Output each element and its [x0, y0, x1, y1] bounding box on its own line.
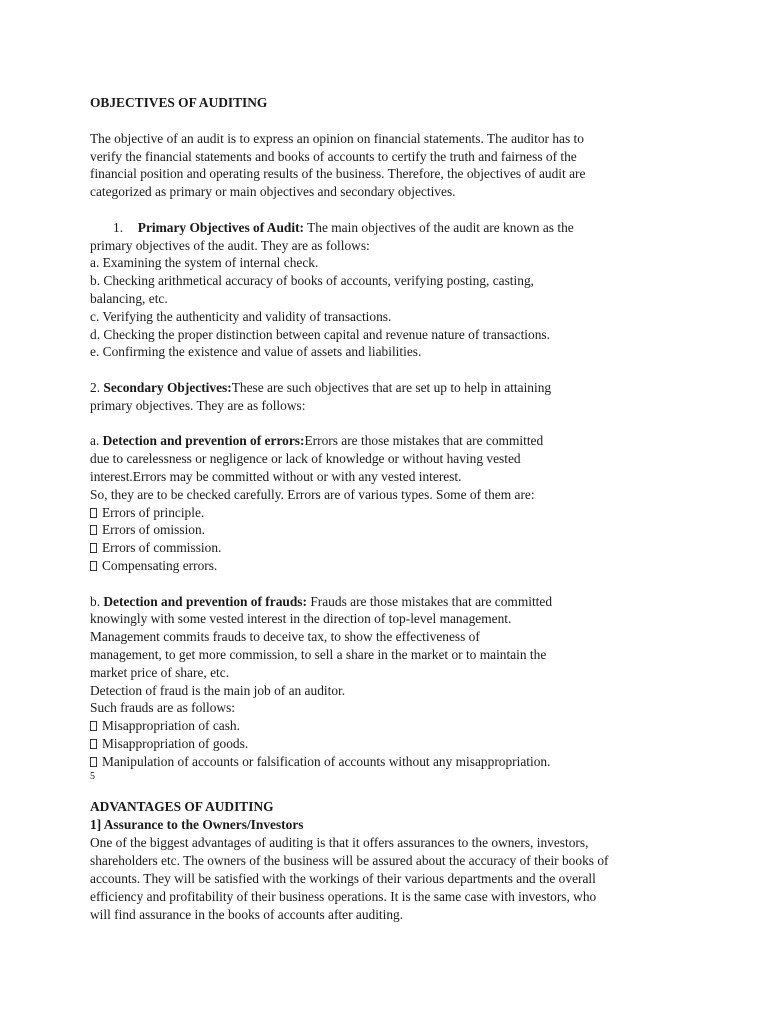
errors-line: interest.Errors may be committed without or with any vested interest.	[90, 468, 462, 484]
frauds-text: Frauds are those mistakes that are committed	[306, 593, 553, 609]
list-item: Manipulation of accounts or falsification of accounts without any misappropriation.	[90, 753, 690, 771]
bullet-box-icon	[90, 508, 97, 518]
intro-paragraph	[90, 130, 690, 201]
frauds-line: knowingly with some vested interest in the direction of top-level management.	[90, 611, 512, 627]
list-item: Errors of omission.	[90, 521, 690, 539]
intro-line: categorized as primary or main objectives and secondary objectives.	[90, 184, 456, 200]
list-item: Compensating errors.	[90, 557, 690, 575]
primary-item: a. Examining the system of internal check.	[90, 255, 319, 271]
secondary-text-cont: primary objectives. They are as follows:	[90, 397, 306, 413]
document-page	[90, 94, 690, 923]
intro-line: The objective of an audit is to express an opinion on financial statements. The auditor has to	[90, 130, 584, 146]
primary-text-cont: primary objectives of the audit. They are as follows:	[90, 237, 370, 253]
secondary-number: 2.	[90, 379, 104, 395]
bullet-box-icon	[90, 721, 97, 731]
frauds-line: Detection of fraud is the main job of an auditor.	[90, 682, 346, 698]
secondary-label: Secondary Objectives:	[103, 379, 232, 395]
advantages-section	[90, 798, 690, 923]
errors-text: Errors are those mistakes that are committed	[304, 433, 544, 449]
primary-item: b. Checking arithmetical accuracy of books of accounts, verifying posting, casting,	[90, 273, 534, 289]
frauds-label: Detection and prevention of frauds:	[103, 593, 307, 609]
bullet-box-icon	[90, 561, 97, 571]
primary-text: The main objectives of the audit are known as the	[304, 219, 574, 235]
secondary-text: These are such objectives that are set up to help in attaining	[231, 379, 552, 395]
frauds-prefix: b.	[90, 593, 104, 609]
advantages-line: will find assurance in the books of accounts after auditing.	[90, 906, 404, 922]
bullet-box-icon	[90, 739, 97, 749]
bullet-box-icon	[90, 543, 97, 553]
primary-item: e. Confirming the existence and value of assets and liabilities.	[90, 344, 422, 360]
frauds-section	[90, 593, 690, 785]
bullet-box-icon	[90, 525, 97, 535]
frauds-line: market price of share, etc.	[90, 664, 230, 680]
intro-line: financial position and operating results of the business. Therefore, the objectives of audit are	[90, 166, 586, 182]
advantages-line: efficiency and profitability of their business operations. It is the same case with investors, who	[90, 888, 597, 904]
errors-section	[90, 432, 690, 574]
intro-line: verify the financial statements and books of accounts to certify the truth and fairness of the	[90, 148, 577, 164]
primary-number: 1.	[113, 219, 124, 235]
frauds-line: Such frauds are as follows:	[90, 700, 236, 716]
primary-label: Primary Objectives of Audit:	[137, 219, 304, 235]
advantages-subtitle: 1] Assurance to the Owners/Investors	[90, 817, 304, 833]
secondary-objectives	[90, 379, 690, 415]
page-number: 5	[90, 771, 95, 783]
advantages-line: shareholders etc. The owners of the business will be assured about the accuracy of their books of	[90, 853, 609, 869]
errors-prefix: a.	[90, 433, 103, 449]
errors-label: Detection and prevention of errors:	[102, 433, 305, 449]
advantages-title: ADVANTAGES OF AUDITING	[90, 799, 274, 815]
advantages-line: accounts. They will be satisfied with the workings of their various departments and the overall	[90, 871, 596, 887]
section-title: OBJECTIVES OF AUDITING	[90, 95, 268, 110]
bullet-box-icon	[90, 757, 97, 767]
errors-line: due to carelessness or negligence or lack of knowledge or without having vested	[90, 451, 521, 467]
primary-item: balancing, etc.	[90, 290, 168, 306]
list-item: Errors of commission.	[90, 539, 690, 557]
primary-objectives	[90, 219, 690, 361]
list-item: Misappropriation of goods.	[90, 735, 690, 753]
list-item: Errors of principle.	[90, 504, 690, 522]
primary-item: d. Checking the proper distinction between capital and revenue nature of transactions.	[90, 326, 550, 342]
primary-item: c. Verifying the authenticity and validity of transactions.	[90, 308, 392, 324]
frauds-line: management, to get more commission, to sell a share in the market or to maintain the	[90, 646, 547, 662]
frauds-line: Management commits frauds to deceive tax, to show the effectiveness of	[90, 629, 480, 645]
list-item: Misappropriation of cash.	[90, 717, 690, 735]
errors-line: So, they are to be checked carefully. Errors are of various types. Some of them are:	[90, 486, 535, 502]
advantages-line: One of the biggest advantages of auditing is that it offers assurances to the owners, investors,	[90, 835, 589, 851]
